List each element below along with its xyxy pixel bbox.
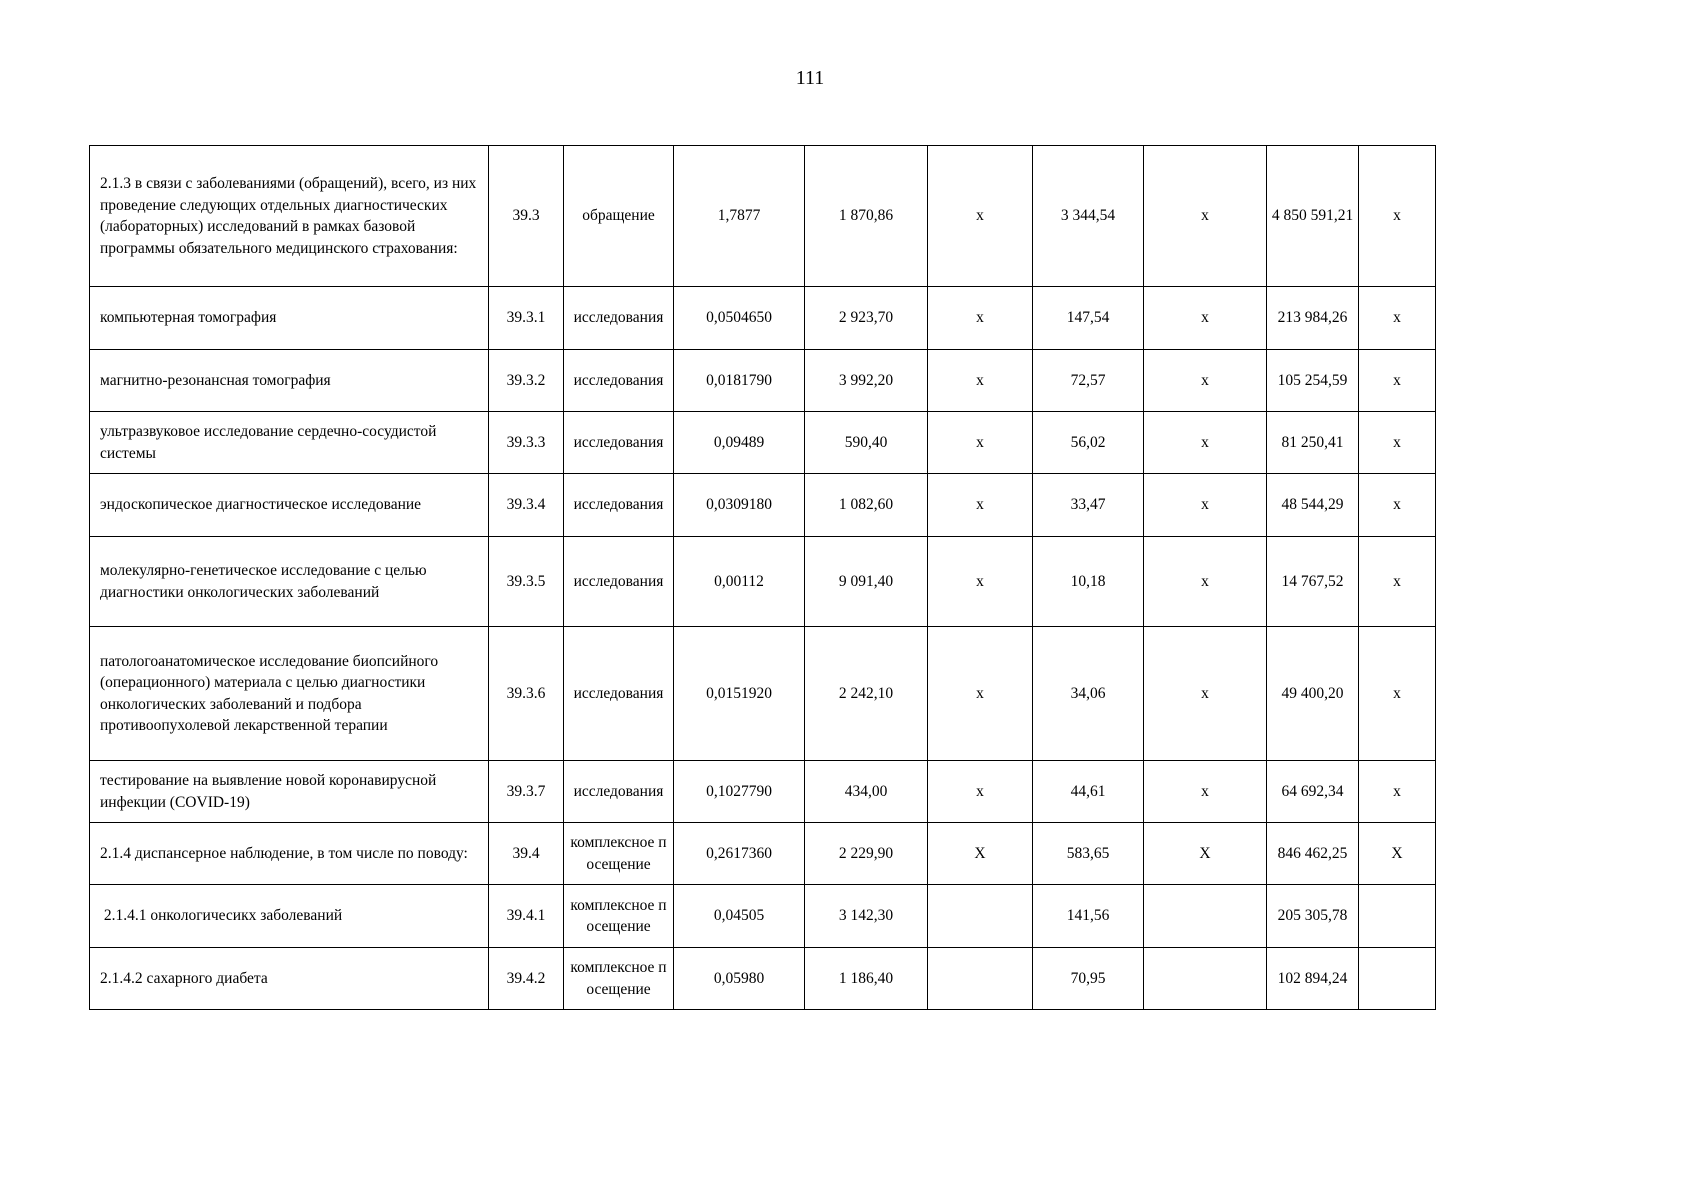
- table-row: [90, 350, 1436, 412]
- row-per-capita: 72,57: [1033, 350, 1144, 412]
- row-unit: исследования: [564, 412, 674, 474]
- row-per-capita: 141,56: [1033, 885, 1144, 948]
- row-norm: 0,04505: [674, 885, 805, 948]
- row-name: компьютерная томография: [90, 287, 489, 350]
- row-col6: x: [928, 146, 1033, 287]
- row-code: 39.4.1: [489, 885, 564, 948]
- row-norm: 0,09489: [674, 412, 805, 474]
- row-unit: исследования: [564, 761, 674, 823]
- row-col6: x: [928, 761, 1033, 823]
- row-code: 39.3.7: [489, 761, 564, 823]
- row-norm: 0,0181790: [674, 350, 805, 412]
- row-per-capita: 70,95: [1033, 948, 1144, 1010]
- row-col10: [1359, 948, 1436, 1010]
- row-unit: исследования: [564, 474, 674, 537]
- row-code: 39.3.5: [489, 537, 564, 627]
- row-total: 81 250,41: [1267, 412, 1359, 474]
- row-per-capita: 3 344,54: [1033, 146, 1144, 287]
- row-code: 39.3: [489, 146, 564, 287]
- row-total: 64 692,34: [1267, 761, 1359, 823]
- row-col8: x: [1144, 287, 1267, 350]
- row-cost: 590,40: [805, 412, 928, 474]
- row-unit: комплексное посещение: [564, 823, 674, 885]
- row-cost: 3 992,20: [805, 350, 928, 412]
- row-col6: x: [928, 350, 1033, 412]
- row-name: 2.1.3 в связи с заболеваниями (обращений), всего, из них проведение следующих отдельных диагностических (лабораторных) исследований в рамках базовой программы обязательного медицинского страхования:: [90, 146, 489, 287]
- row-code: 39.3.2: [489, 350, 564, 412]
- row-cost: 1 082,60: [805, 474, 928, 537]
- row-per-capita: 10,18: [1033, 537, 1144, 627]
- row-total: 4 850 591,21: [1267, 146, 1359, 287]
- row-col10: x: [1359, 412, 1436, 474]
- row-unit: исследования: [564, 287, 674, 350]
- table-row: [90, 537, 1436, 627]
- row-total: 205 305,78: [1267, 885, 1359, 948]
- row-col8: X: [1144, 823, 1267, 885]
- row-per-capita: 44,61: [1033, 761, 1144, 823]
- row-total: 14 767,52: [1267, 537, 1359, 627]
- row-name: 2.1.4.1 онкологичесикх заболеваний: [90, 885, 489, 948]
- row-unit: исследования: [564, 627, 674, 761]
- row-col6: x: [928, 412, 1033, 474]
- row-col6: [928, 885, 1033, 948]
- row-col10: x: [1359, 761, 1436, 823]
- table-row: [90, 823, 1436, 885]
- row-norm: 0,05980: [674, 948, 805, 1010]
- row-total: 102 894,24: [1267, 948, 1359, 1010]
- row-col8: x: [1144, 537, 1267, 627]
- row-code: 39.4.2: [489, 948, 564, 1010]
- row-unit: комплексное посещение: [564, 885, 674, 948]
- page-number: 111: [795, 67, 825, 89]
- row-name: тестирование на выявление новой коронавирусной инфекции (COVID-19): [90, 761, 489, 823]
- row-name: молекулярно-генетическое исследование с целью диагностики онкологических заболеваний: [90, 537, 489, 627]
- table-row: [90, 146, 1436, 287]
- row-total: 48 544,29: [1267, 474, 1359, 537]
- row-col6: [928, 948, 1033, 1010]
- row-col8: x: [1144, 474, 1267, 537]
- row-col8: [1144, 948, 1267, 1010]
- row-cost: 2 923,70: [805, 287, 928, 350]
- row-name: патологоанатомическое исследование биопсийного (операционного) материала с целью диагностики онкологических заболеваний и подбора противоопухолевой лекарственной терапии: [90, 627, 489, 761]
- row-norm: 0,0151920: [674, 627, 805, 761]
- row-per-capita: 56,02: [1033, 412, 1144, 474]
- row-name: ультразвуковое исследование сердечно-сосудистой системы: [90, 412, 489, 474]
- row-col8: x: [1144, 761, 1267, 823]
- row-norm: 0,0504650: [674, 287, 805, 350]
- row-col10: x: [1359, 474, 1436, 537]
- row-col10: x: [1359, 287, 1436, 350]
- row-col10: X: [1359, 823, 1436, 885]
- row-col6: x: [928, 287, 1033, 350]
- data-table: [89, 145, 1436, 1010]
- row-total: 49 400,20: [1267, 627, 1359, 761]
- row-col10: [1359, 885, 1436, 948]
- row-cost: 2 242,10: [805, 627, 928, 761]
- row-col10: x: [1359, 537, 1436, 627]
- row-name: 2.1.4 диспансерное наблюдение, в том числе по поводу:: [90, 823, 489, 885]
- table-row: [90, 627, 1436, 761]
- row-col8: x: [1144, 412, 1267, 474]
- row-norm: 0,2617360: [674, 823, 805, 885]
- row-code: 39.3.3: [489, 412, 564, 474]
- row-total: 105 254,59: [1267, 350, 1359, 412]
- row-per-capita: 583,65: [1033, 823, 1144, 885]
- row-unit: обращение: [564, 146, 674, 287]
- row-col6: x: [928, 474, 1033, 537]
- row-code: 39.3.4: [489, 474, 564, 537]
- row-col10: x: [1359, 350, 1436, 412]
- row-total: 213 984,26: [1267, 287, 1359, 350]
- row-total: 846 462,25: [1267, 823, 1359, 885]
- row-norm: 1,7877: [674, 146, 805, 287]
- row-cost: 2 229,90: [805, 823, 928, 885]
- table-row: [90, 948, 1436, 1010]
- row-unit: исследования: [564, 537, 674, 627]
- row-cost: 1 186,40: [805, 948, 928, 1010]
- row-col10: x: [1359, 627, 1436, 761]
- row-col6: x: [928, 627, 1033, 761]
- table-row: [90, 761, 1436, 823]
- row-per-capita: 34,06: [1033, 627, 1144, 761]
- row-name: эндоскопическое диагностическое исследование: [90, 474, 489, 537]
- row-col8: x: [1144, 146, 1267, 287]
- row-per-capita: 147,54: [1033, 287, 1144, 350]
- row-col6: X: [928, 823, 1033, 885]
- row-col8: [1144, 885, 1267, 948]
- row-unit: исследования: [564, 350, 674, 412]
- row-name: 2.1.4.2 сахарного диабета: [90, 948, 489, 1010]
- row-col10: x: [1359, 146, 1436, 287]
- row-col8: x: [1144, 350, 1267, 412]
- row-unit: комплексное посещение: [564, 948, 674, 1010]
- row-cost: 1 870,86: [805, 146, 928, 287]
- row-norm: 0,0309180: [674, 474, 805, 537]
- row-cost: 9 091,40: [805, 537, 928, 627]
- row-per-capita: 33,47: [1033, 474, 1144, 537]
- table-body: [90, 146, 1436, 1010]
- row-col8: x: [1144, 627, 1267, 761]
- row-code: 39.3.1: [489, 287, 564, 350]
- table-row: [90, 885, 1436, 948]
- row-cost: 3 142,30: [805, 885, 928, 948]
- row-col6: x: [928, 537, 1033, 627]
- row-norm: 0,00112: [674, 537, 805, 627]
- table-row: [90, 287, 1436, 350]
- row-norm: 0,1027790: [674, 761, 805, 823]
- table-row: [90, 412, 1436, 474]
- table-row: [90, 474, 1436, 537]
- row-code: 39.4: [489, 823, 564, 885]
- row-code: 39.3.6: [489, 627, 564, 761]
- row-cost: 434,00: [805, 761, 928, 823]
- row-name: магнитно-резонансная томография: [90, 350, 489, 412]
